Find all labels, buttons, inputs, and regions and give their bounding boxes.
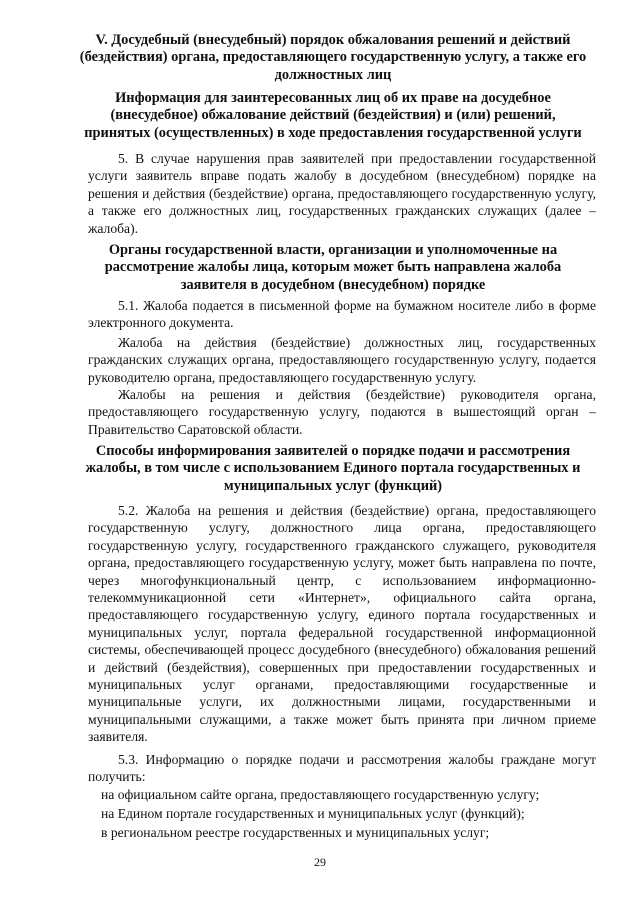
paragraph-5-2: 5.2. Жалоба на решения и действия (бездействие) органа, предоставляющего государственную услугу, должностного лица органа, предоставляющего государственную услугу, государственного гражданского служащего, руководителя органа, предоставляющего государственную услугу, может быть направлена по почте, через многофункциональный центр, с использованием информационно-телекоммуникационной сети «Интернет», официального сайта органа, предоставляющего государственную услугу, единого портала государственных и муниципальных услуг, портала федеральной государственной информационной системы, обеспечивающей процесс досудебного (внесудебного) обжалования решений и действий (бездействия), совершенных при предоставлении государственных и муниципальных услуг органами, предоставляющими государственные и муниципальные услуги, их должностными лицами, государственными и муниципальными служащими, а также может быть принята при личном приеме заявителя. <box>88 503 596 745</box>
paragraph-5-3: 5.3. Информацию о порядке подачи и рассмотрения жалобы граждане могут получить: <box>88 752 596 785</box>
subsection-heading-2: Органы государственной власти, организации и уполномоченные на рассмотрение жалобы лица, которым может быть направлена жалоба заявителя в досудебном (внесудебном) порядке <box>104 242 562 293</box>
list-item: на официальном сайте органа, предоставляющего государственную услугу; <box>101 787 540 802</box>
paragraph-5-1-complaint-officials: Жалоба на действия (бездействие) должностных лиц, государственных гражданских служащих органа, предоставляющего государственную услугу, подается руководителю органа, предоставляющего государственную услугу. <box>88 335 596 385</box>
subsection-heading-3: Способы информирования заявителей о порядке подачи и рассмотрения жалобы, в том числе с использованием Единого портала государственных и муниципальных услуг (функций) <box>85 443 581 494</box>
list-item: на Едином портале государственных и муниципальных услуг (функций); <box>101 806 525 821</box>
section-title: V. Досудебный (внесудебный) порядок обжалования решений и действий (бездействия) органа, предоставляющего государственную услугу, а также его должностных лиц <box>79 32 587 83</box>
paragraph-5: 5. В случае нарушения прав заявителей при предоставлении государственной услуги заявитель вправе подать жалобу в досудебном (внесудебном) порядке на решения и действия (бездействие) органа, предоставляющего государственную услугу, а также его должностных лиц, государственных гражданских служащих (далее – жалоба). <box>88 151 596 236</box>
paragraph-5-1-complaint-head: Жалобы на решения и действия (бездействие) руководителя органа, предоставляющего государственную услугу, подаются в вышестоящий орган – Правительство Саратовской области. <box>88 387 596 437</box>
subsection-heading-1: Информация для заинтересованных лиц об их праве на досудебное (внесудебное) обжалование действий (бездействия) и (или) решений, принятых (осуществленных) в ходе предоставления государственной услуги <box>84 90 582 141</box>
page-number: 29 <box>314 855 326 869</box>
list-item: в региональном реестре государственных и муниципальных услуг; <box>101 825 490 840</box>
paragraph-5-1: 5.1. Жалоба подается в письменной форме на бумажном носителе либо в форме электронного документа. <box>88 298 596 331</box>
